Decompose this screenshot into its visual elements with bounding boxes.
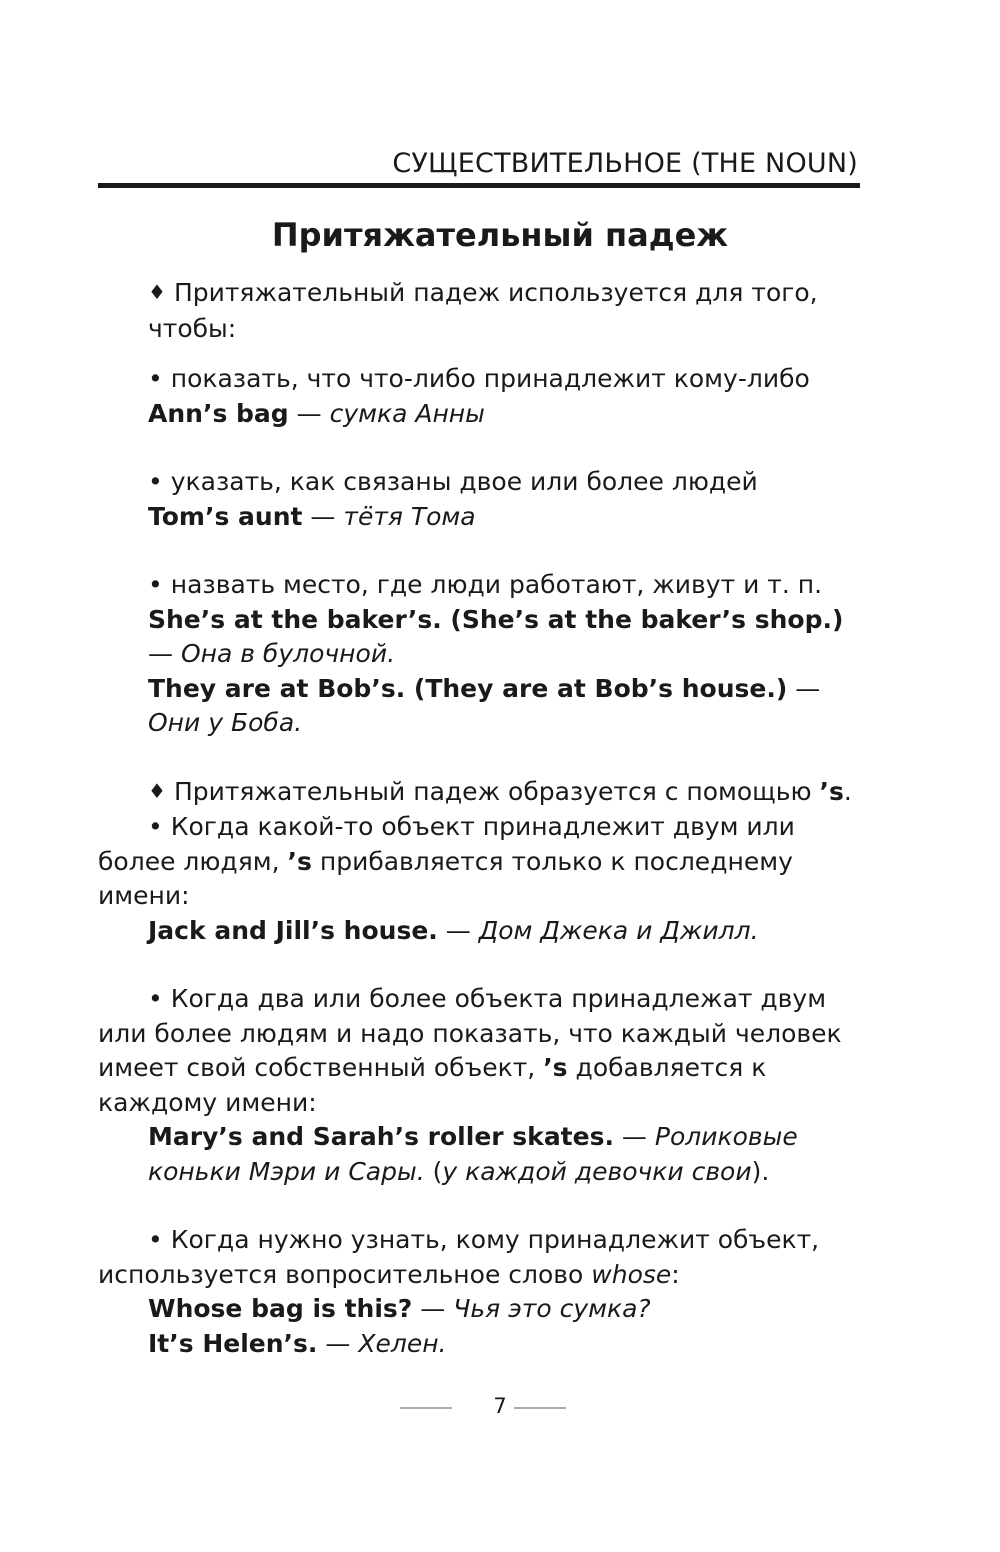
diamond-bullet-icon: ♦ [148, 778, 166, 803]
running-head: СУЩЕСТВИТЕЛЬНОЕ (THE NOUN) [392, 148, 858, 179]
rule-1: • Когда какой-то объект принадлежит двум или более людям, ’s прибавляется только к последнему имени: [98, 812, 795, 910]
intro-paragraph [98, 276, 860, 346]
example-r1: Jack and Jill’s house. — Дом Джека и Джилл. [148, 915, 759, 945]
bullet-icon: • [148, 1225, 163, 1254]
bullet-icon: • [148, 364, 163, 393]
example-r3-question: Whose bag is this? — Чья это сумка? [148, 1294, 651, 1323]
bullet-icon: • [148, 984, 163, 1013]
example-1: Ann’s bag — сумка Анны [148, 398, 485, 428]
page-number: 7 [493, 1394, 507, 1418]
example-2: Tom’s aunt — тётя Тома [148, 501, 476, 531]
rule-2: • Когда два или более объекта принадлежат двум или более людям и надо показать, что каждый человек имеет свой собственный объект, ’s добавляется к каждому имени: [98, 984, 842, 1117]
header-rule [98, 183, 860, 188]
use-1: • показать, что что-либо принадлежит кому-либо [148, 364, 810, 393]
formation-intro: ♦ Притяжательный падеж образуется с помощью ’s. [148, 776, 852, 806]
section-title: Притяжательный падеж [271, 216, 729, 254]
example-3b: They are at Bob’s. (They are at Bob’s house.) — Они у Боба. [148, 673, 821, 737]
example-r2: Mary’s and Sarah’s roller skates. — Роликовые коньки Мэри и Сары. (у каждой девочки свои). [148, 1122, 798, 1186]
bullet-icon: • [148, 812, 163, 841]
intro-text: Притяжательный падеж используется для того, чтобы: [148, 278, 818, 343]
use-3: • назвать место, где люди работают, живут и т. п. [148, 570, 823, 599]
bullet-icon: • [148, 570, 163, 599]
rule-3: • Когда нужно узнать, кому принадлежит объект, используется вопросительное слово whose: [98, 1225, 820, 1289]
example-3a: She’s at the baker’s. (She’s at the baker’s shop.) — Она в булочной. [148, 604, 844, 668]
diamond-bullet-icon: ♦ [148, 280, 166, 304]
example-r3-answer: It’s Helen’s. — Хелен. [148, 1328, 447, 1358]
folio-rule-right [514, 1407, 566, 1409]
content [98, 276, 860, 1361]
bullet-icon: • [148, 467, 163, 496]
use-2: • указать, как связаны двое или более людей [148, 467, 758, 496]
